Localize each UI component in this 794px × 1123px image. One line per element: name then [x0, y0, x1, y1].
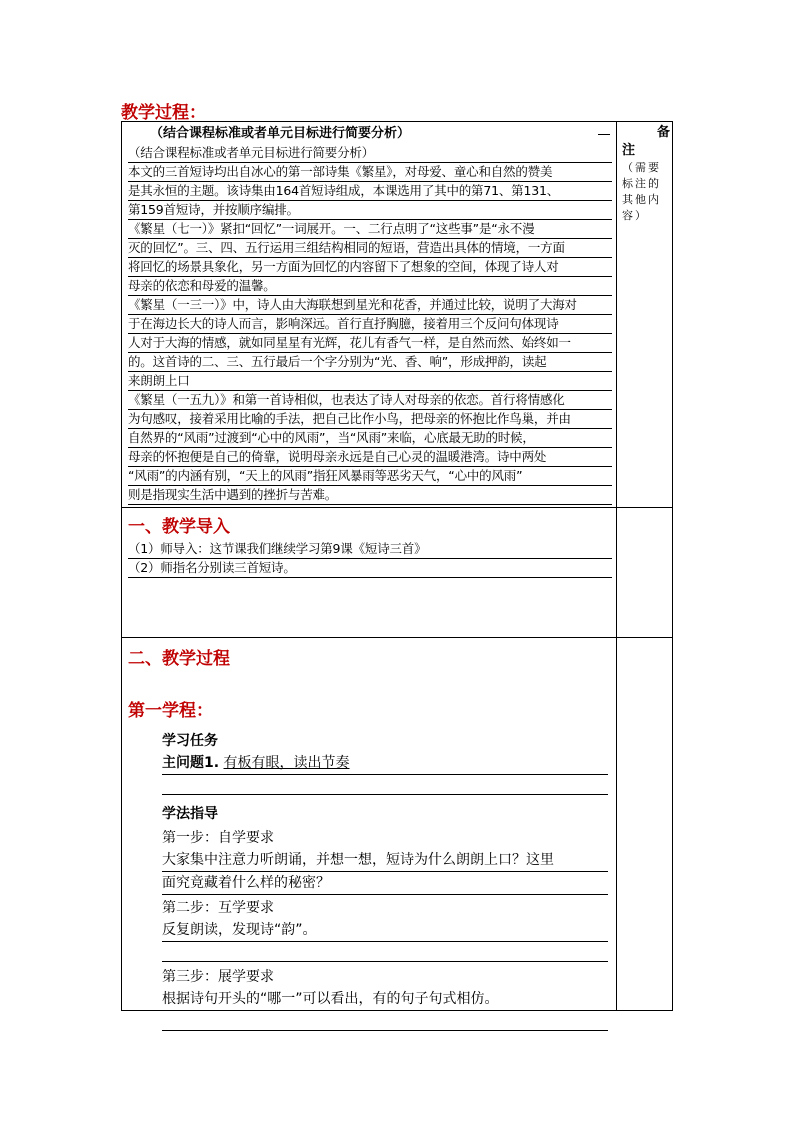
analysis-line-2: 是其永恒的主题。该诗集由164首短诗组成，本课选用了其中的第71、第131、	[128, 182, 612, 201]
analysis-line-11: 的。这首诗的二、三、五行最后一个字分别为“光、香、响”，形成押韵，读起	[128, 353, 612, 372]
analysis-line-3: 第159首短诗，并按顺序编排。	[128, 201, 612, 220]
lesson-table	[121, 121, 673, 1011]
analysis-line-15: 自然界的“风雨”过渡到“心中的风雨”，当“风雨”来临，心底最无助的时候，	[128, 429, 612, 448]
side-note-line-2: 标注的	[622, 177, 661, 190]
step1-line-2: 面究竟藏着什么样的秘密？	[162, 872, 608, 895]
analysis-subtitle: （结合课程标准或者单元目标进行简要分析）	[128, 144, 612, 163]
analysis-line-9: 于在海边长大的诗人而言，影响深远。首行直抒胸臆，接着用三个反问句体现诗	[128, 315, 612, 334]
step3-label: 第三步：展学要求	[162, 969, 274, 985]
analysis-line-18: 则是指现实生活中遇到的挫折与苦难。	[128, 486, 612, 505]
analysis-line-16: 母亲的怀抱便是自己的倚靠，说明母亲永远是自己心灵的温暖港湾。诗中两处	[128, 448, 612, 467]
side-note	[622, 124, 670, 224]
side-note-char2: 注	[622, 143, 636, 158]
analysis-cell	[128, 124, 612, 505]
analysis-line-10: 人对于大海的情感，就如同星星有光辉，花儿有香气一样，是自然而然、始终如一	[128, 334, 612, 353]
question-text: 有板有眼，读出节奏	[223, 755, 350, 771]
step1-label: 第一步：自学要求	[162, 830, 274, 846]
side-note-line-3: 其他内	[622, 193, 661, 206]
analysis-line-4: 《繁星（七一）》紧扣“回忆”一词展开。一、二行点明了“这些事”是“永不漫	[128, 220, 612, 239]
intro-item-2: （2）师指名分别读三首短诗。	[128, 559, 612, 578]
section1-title: 一、教学导入	[128, 517, 230, 537]
side-note-char1: 备	[656, 125, 670, 140]
method-label: 学法指导	[162, 806, 218, 822]
process-cell	[128, 644, 612, 1031]
row-divider-1	[122, 507, 672, 508]
blank-line-2	[162, 960, 608, 962]
analysis-line-12: 来朗朗上口	[128, 372, 612, 391]
stage-title: 第一学程：	[128, 701, 213, 721]
task-label: 学习任务	[162, 733, 218, 749]
section2-title: 二、教学过程	[128, 649, 230, 669]
row-divider-2	[122, 637, 672, 638]
page-heading: 教学过程：	[121, 103, 206, 123]
process-body	[128, 730, 612, 1031]
step3-text: 根据诗句开头的“哪一”可以看出，有的句子句式相仿。	[162, 988, 608, 1011]
step2-text: 反复朗读，发现诗“韵”。	[162, 919, 608, 942]
analysis-line-14: 为句感叹，接着采用比喻的手法，把自己比作小鸟，把母亲的怀抱比作鸟巢，并由	[128, 410, 612, 429]
analysis-line-17: “风雨”的内涵有别，“天上的风雨”指狂风暴雨等恶劣天气，“心中的风雨”	[128, 467, 612, 486]
blank-line-1	[162, 793, 608, 795]
step1-line-1: 大家集中注意力听朗诵，并想一想，短诗为什么朗朗上口？这里	[162, 849, 608, 872]
analysis-title-text: （结合课程标准或者单元目标进行简要分析）	[150, 126, 411, 141]
analysis-line-5: 灭的回忆”。三、四、五行运用三组结构相同的短语，营造出具体的情境，一方面	[128, 239, 612, 258]
intro-item-1: （1）师导入：这节课我们继续学习第9课《短诗三首》	[128, 540, 612, 559]
question-label: 主问题1.	[162, 755, 220, 771]
step2-label: 第二步：互学要求	[162, 900, 274, 916]
analysis-line-8: 《繁星（一三一）》中，诗人由大海联想到星光和花香，并通过比较，说明了大海对	[128, 296, 612, 315]
question-row	[162, 752, 608, 775]
analysis-title	[128, 124, 612, 144]
analysis-line-6: 将回忆的场景具象化，另一方面为回忆的内容留下了想象的空间，体现了诗人对	[128, 258, 612, 277]
analysis-title-mark	[598, 134, 610, 135]
side-note-line-1: （需要	[622, 161, 661, 174]
analysis-line-7: 母亲的依恋和母爱的温馨。	[128, 277, 612, 296]
analysis-line-1: 本文的三首短诗均出自冰心的第一部诗集《繁星》，对母爱、童心和自然的赞美	[128, 163, 612, 182]
blank-line-3	[162, 1029, 608, 1031]
analysis-line-13: 《繁星（一五九）》和第一首诗相似，也表达了诗人对母亲的依恋。首行将情感化	[128, 391, 612, 410]
column-divider	[616, 122, 617, 1010]
intro-cell	[128, 514, 612, 578]
side-note-line-4: 容）	[622, 209, 648, 222]
